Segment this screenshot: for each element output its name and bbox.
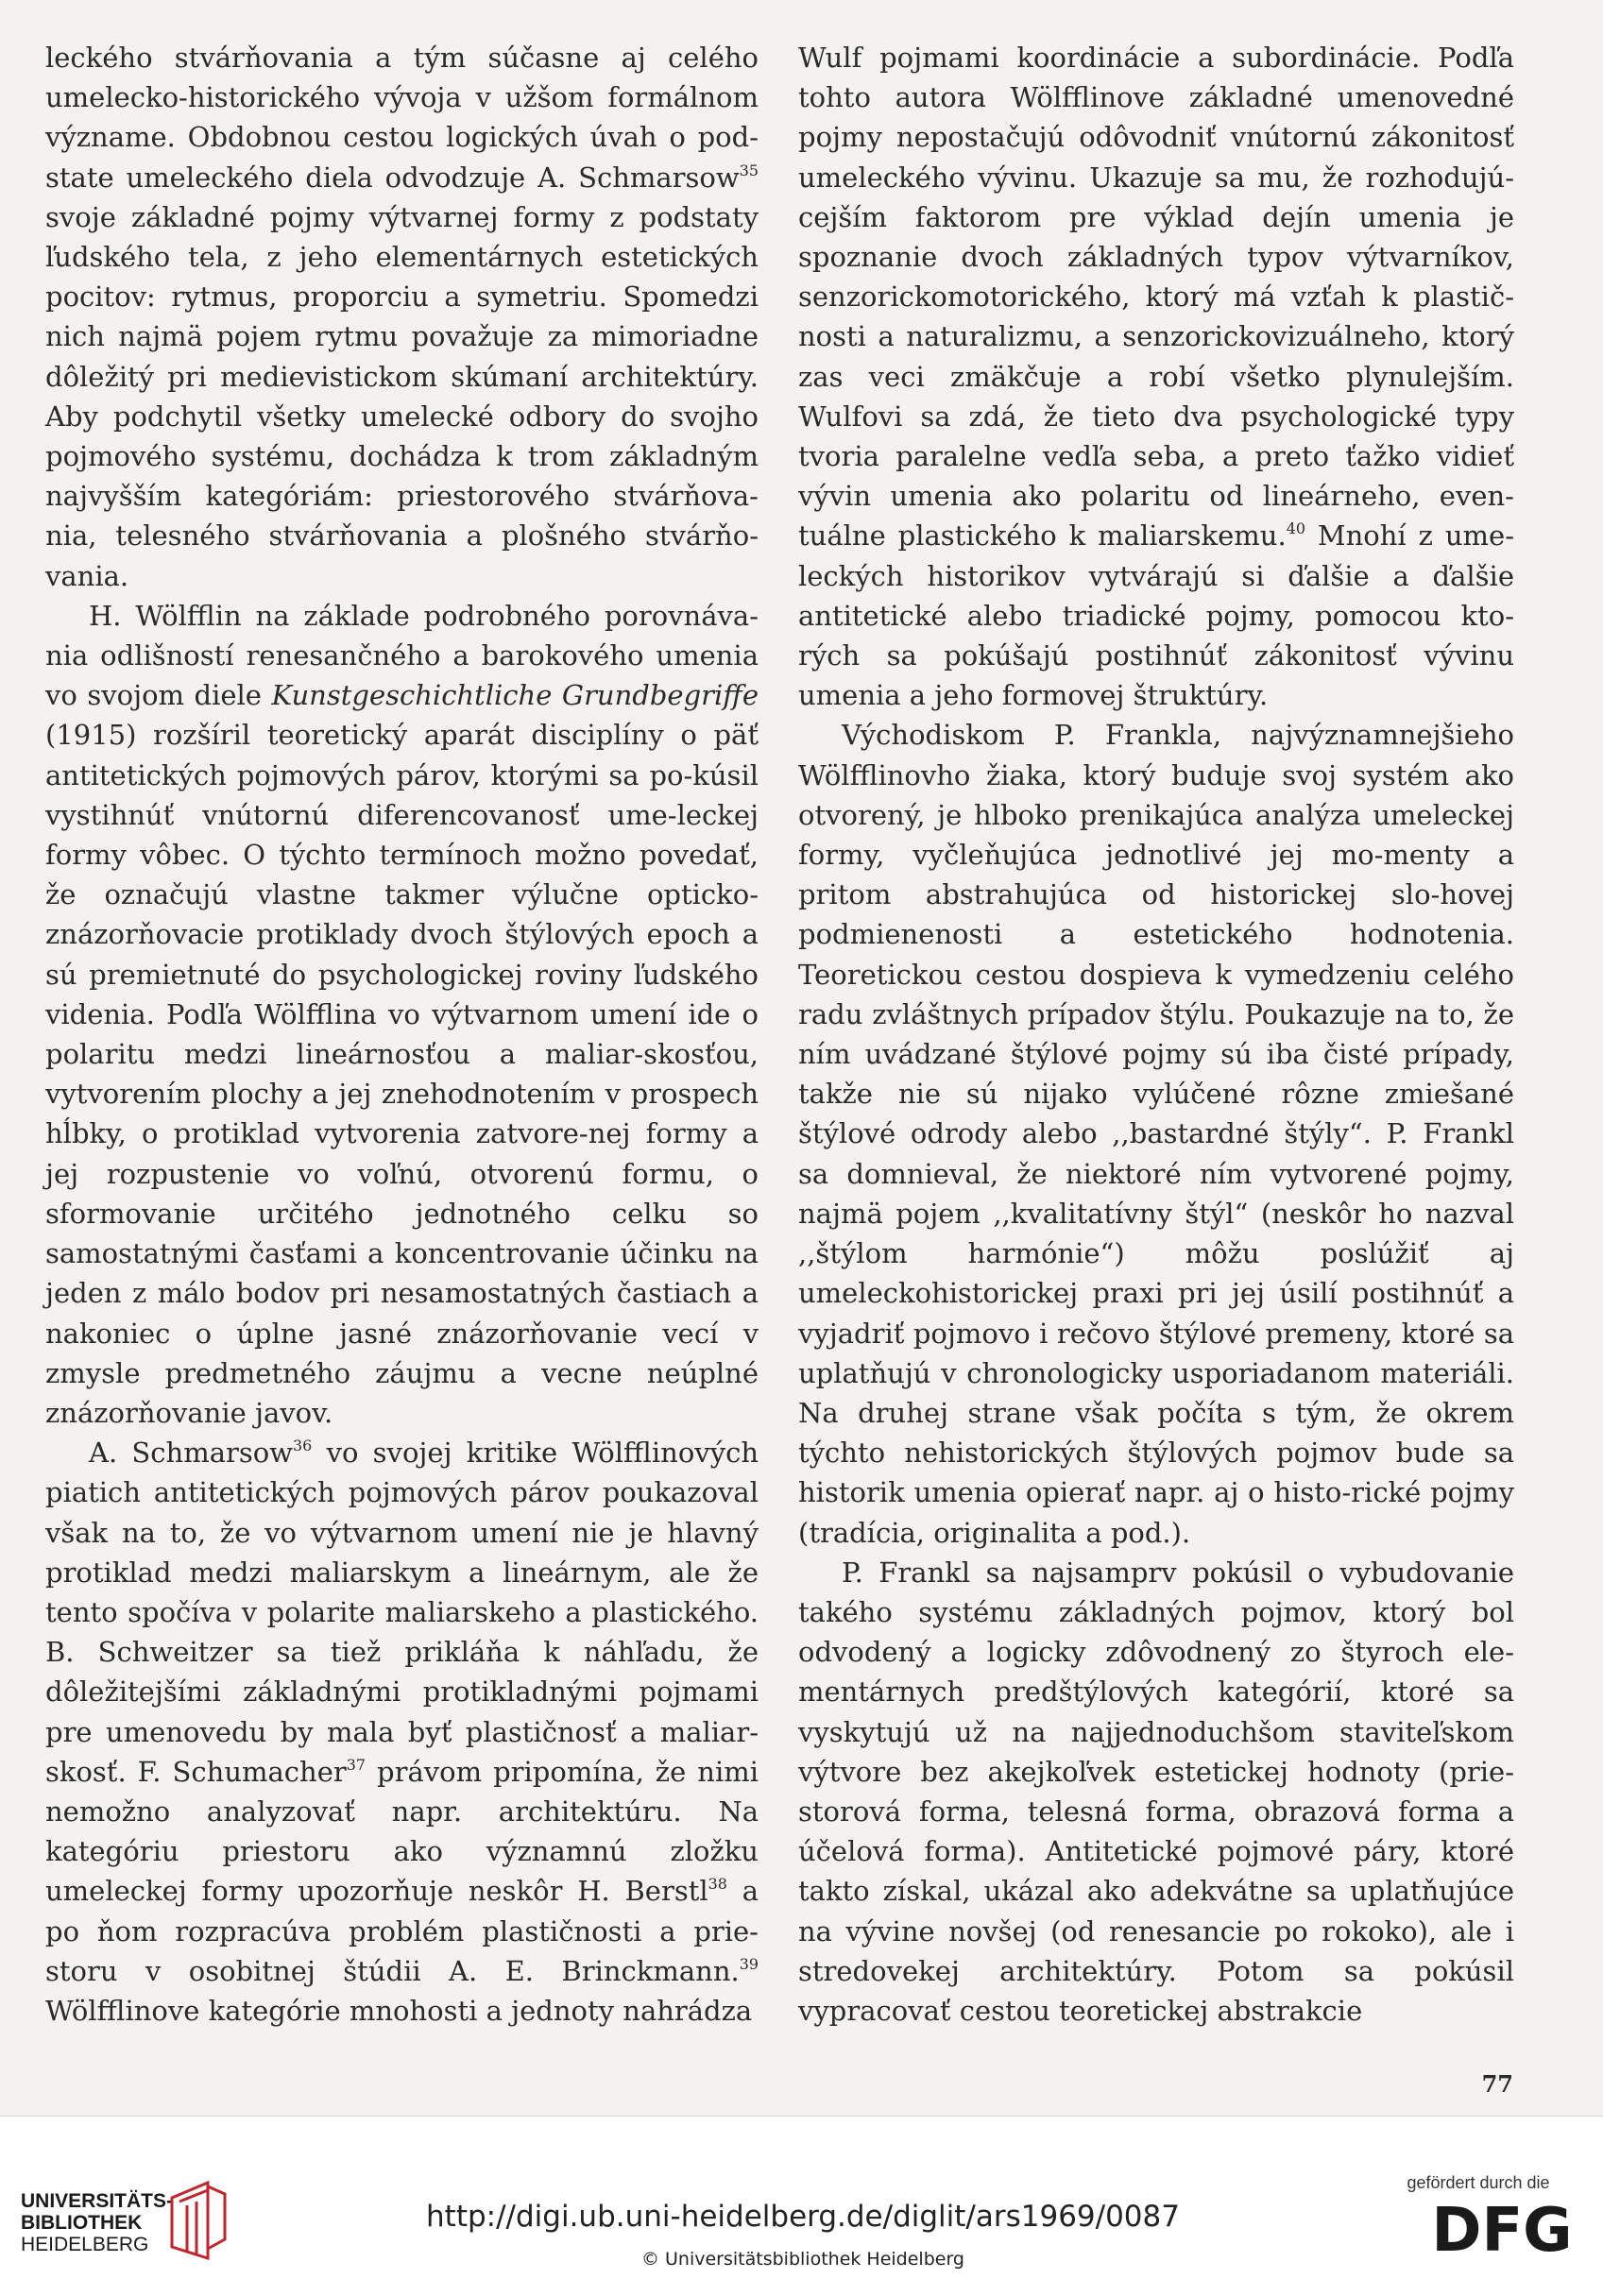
permalink-url[interactable]: http://digi.ub.uni-heidelberg.de/diglit/ars1969/0087 (426, 2200, 1180, 2234)
text-run: Mnohí z ume-leckých historikov vytvárajú si ďalšie a ďalšie antitetické alebo triadické pojmy, pomocou kto-rých sa pokúšajú postihnúť zákonitosť vývinu umenia a jeho formovej štruktúry. (798, 519, 1514, 712)
text-run: H. Wölfflin na základe podrobného porovnáva-nia odlišností renesančného a barokového umenia vo svojom diele (45, 599, 759, 712)
text-run: a po ňom rozpracúva problém plastičnosti a prie-storu v osobitnej štúdii A. E. Brinckmann. (45, 1875, 759, 1987)
left-text-column (45, 38, 759, 2031)
footnote-ref: 37 (346, 1755, 367, 1774)
footnote-ref: 38 (708, 1875, 727, 1894)
text-run: svoje základné pojmy výtvarnej formy z podstaty ľudského tela, z jeho elementárnych estetických pocitov: rytmus, proporciu a symetriu. Spomedzi nich najmä pojem rytmu považuje za mimoriadne dôležitý pri medievistickom skúmaní architektúry. Aby podchytil všetky umelecké odbory do svojho pojmového systému, dochádza k trom základným najvyšším kategóriám: priestorového stvárňova-nia, telesného stvárňovania a plošného stvárňo-vania. (45, 200, 759, 592)
dfg-logo-text: DFG (1431, 2198, 1573, 2258)
paragraph (798, 715, 1514, 1552)
funding-note: gefördert durch die (1407, 2173, 1550, 2192)
text-run: leckého stvárňovania a tým súčasne aj celého umelecko-historického vývoja v užšom formálnom význame. Obdobnou cestou logických úvah o pod-state umeleckého diela odvodzuje A. Schmarsow (45, 42, 759, 194)
text-run: P. Frankl sa najsamprv pokúsil o vybudovanie takého systému základných pojmov, ktorý bol odvodený a logicky zdôvodnený zo štyroch ele-mentárnych predštýlových kategórií, ktoré sa vyskytujú už na najjednoduchšom staviteľskom výtvore bez akejkoľvek estetickej hodnoty (prie-storová forma, telesná forma, obrazová forma a účelová forma). Antitetické pojmové páry, ktoré takto získal, ukázal ako adekvátne sa uplatňujúce na vývine novšej (od renesancie po rokoko), ale i stredovekej architektúry. Potom sa pokúsil vypracovať cestou teoretickej abstrakcie (798, 1556, 1514, 2027)
page-number: 77 (1481, 2070, 1513, 2098)
footnote-ref: 35 (739, 161, 759, 179)
text-run: Wulf pojmami koordinácie a subordinácie. Podľa tohto autora Wölfflinove základné umenovedné pojmy nepostačujú odôvodniť vnútornú zákonitosť umeleckého vývinu. Ukazuje sa mu, že rozhodujú-cejším faktorom pre výklad dejín umenia je spoznanie dvoch základných typov výtvarníkov, senzorickomotorického, ktorý má vzťah k plastič-nosti a naturalizmu, a senzorickovizuálneho, ktorý zas veci zmäkčuje a robí všetko plynulejším. Wulfovi sa zdá, že tieto dva psychologické typy tvoria paralelne vedľa seba, a preto ťažko vidieť vývin umenia ako polaritu od lineárneho, even-tuálne plastického k maliarskemu. (798, 42, 1514, 553)
text-run: (1915) rozšíril teoretický aparát disciplíny o päť antitetických pojmových párov, ktorými sa po-kúsil vystihnúť vnútornú diferencovanosť ume-leckej formy vôbec. O týchto termínoch možno povedať, že označujú vlastne takmer výlučne opticko-znázorňovacie protiklady dvoch štýlových epoch a sú premietnuté do psychologickej roviny ľudského videnia. Podľa Wölfflina vo výtvarnom umení ide o polaritu medzi lineárnosťou a maliar-skosťou, vytvorením plochy a jej znehodnotením v prospech hĺbky, o protiklad vytvorenia zatvore-nej formy a jej rozpustenie vo voľnú, otvorenú formu, o sformovanie určitého jednotného celku so samostatnými časťami a koncentrovanie účinku na jeden z málo bodov pri nesamostatných častiach a nakoniec o úplne jasné znázorňovanie vecí v zmysle predmetného záujmu a vecne neúplné znázorňovanie javov. (45, 719, 759, 1429)
viewer-footer (0, 2116, 1603, 2296)
paragraph (798, 1553, 1514, 2031)
text-run: právom pripomína, že nimi nemožno analyzovať napr. architektúru. Na kategóriu priestoru ako významnú zložku umeleckej formy upozorňuje neskôr H. Berstl (45, 1755, 759, 1908)
text-run: Východiskom P. Frankla, najvýznamnejšieho Wölfflinovho žiaka, ktorý buduje svoj systém ako otvorený, je hlboko prenikajúca analýza umeleckej formy, vyčleňujúca jednotlivé jej mo-menty a pritom abstrahujúca od historickej slo-hovej podmienenosti a estetického hodnotenia. Teoretickou cestou dospieva k vymedzeniu celého radu zvláštnych prípadov štýlu. Poukazuje na to, že ním uvádzané štýlové pojmy sú iba čisté prípady, takže nie sú nijako vylúčené rôzne zmiešané štýlové odrody alebo ,,bastardné štýly“. P. Frankl sa domnieval, že niektoré ním vytvorené pojmy, najmä pojem ,,kvalitatívny štýl“ (neskôr ho nazval ,,štýlom harmónie“) môžu poslúžiť aj umeleckohistorickej praxi pri jej úsilí postihnúť a vyjadriť pojmovo i rečovo štýlové premeny, ktoré sa uplatňujú v chronologicky usporiadanom materiáli. Na druhej strane však počíta s tým, že okrem týchto nehistorických štýlových pojmov bude sa historik umenia opierať napr. aj o histo-rické pojmy (tradícia, originalita a pod.). (798, 719, 1514, 1549)
footnote-ref: 40 (1286, 519, 1305, 538)
italic-title: Kunstgeschichtliche Grundbegriffe (271, 679, 759, 712)
text-run: vo svojej kritike Wölfflinových piatich antitetických pojmových párov poukazoval však na to, že vo výtvarnom umení nie je hlavný protiklad medzi maliarskym a lineárnym, ale že tento spočíva v polarite maliarskeho a plastického. B. Schweitzer sa tiež prikláňa k náhľadu, že dôležitejšími základnými protikladnými pojmami pre umenovedu by mala byť plastičnosť a maliar-skosť. F. Schumacher (45, 1437, 759, 1788)
library-name-line1: UNIVERSITÄTS- (21, 2190, 174, 2212)
text-run: Wölfflinove kategórie mnohosti a jednoty nahrádza (45, 1994, 753, 2027)
dfg-logo-icon[interactable] (1417, 2198, 1587, 2258)
university-library-logo[interactable] (21, 2190, 304, 2285)
library-name-line2: BIBLIOTHEK (21, 2212, 143, 2234)
paragraph (45, 596, 759, 1433)
copyright-notice: © Universitätsbibliothek Heidelberg (640, 2249, 964, 2270)
footnote-ref: 39 (739, 1954, 759, 1973)
paragraph (45, 38, 759, 596)
right-text-column (798, 38, 1514, 2031)
library-name-line3: HEIDELBERG (21, 2234, 149, 2255)
text-run: A. Schmarsow (89, 1437, 294, 1470)
paragraph (45, 1433, 759, 2031)
library-emblem-icon (164, 2181, 230, 2261)
paragraph (798, 38, 1514, 715)
footnote-ref: 36 (293, 1437, 313, 1455)
